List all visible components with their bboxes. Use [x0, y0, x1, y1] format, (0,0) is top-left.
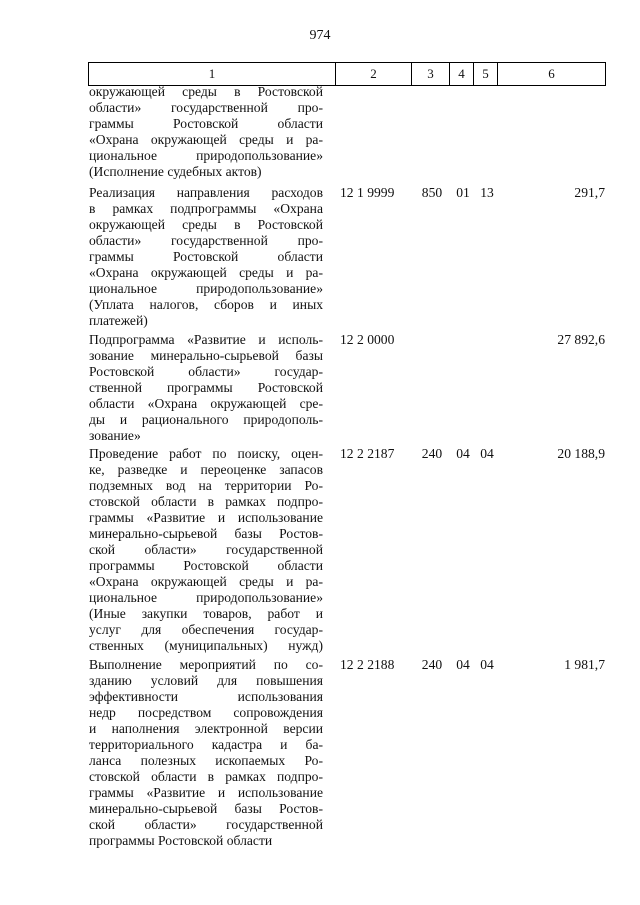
row-vr: 240: [421, 657, 443, 672]
row-text-line: ской области» государственной: [89, 542, 323, 557]
row-sum: 1 981,7: [564, 657, 605, 672]
row-text-line: минерально-сырьевой базы Ростов-: [89, 526, 323, 541]
row-pr: 13: [480, 185, 494, 200]
row-code: 12 2 0000: [340, 332, 395, 347]
row-text-line: (Иные закупки товаров, работ и: [89, 606, 323, 621]
row-text-line: окружающей среды в Ростовской: [89, 217, 323, 232]
header-col-6: 6: [548, 66, 555, 81]
row-text-line: зование минерально-сырьевой базы: [89, 348, 323, 363]
row-text-line: окружающей среды в Ростовской: [89, 84, 323, 99]
row-text-line: граммы Ростовской области: [89, 116, 323, 131]
row-text-line: в рамках подпрограммы «Охрана: [89, 201, 323, 216]
row-text-line: подземных вод на территории Ро-: [89, 478, 323, 493]
row-pr: 04: [480, 446, 494, 461]
row-text-line: Ростовской области» государ-: [89, 364, 323, 379]
row-text-line: ственных (муниципальных) нужд): [89, 638, 323, 653]
row-sum: 291,7: [574, 185, 605, 200]
row-text-line: ке, разведке и переоценке запасов: [89, 462, 323, 477]
page-number: 974: [309, 28, 331, 43]
row-text-line: граммы «Развитие и использование: [89, 510, 323, 525]
row-text-line: программы Ростовской области: [89, 558, 323, 573]
row-text-line: недр посредством сопровождения: [89, 705, 323, 720]
header-col-1: 1: [89, 63, 336, 85]
row-text-line: Проведение работ по поиску, оцен-: [89, 446, 323, 461]
row-text-line: зование»: [89, 428, 141, 443]
header-col-3: 3: [412, 63, 450, 85]
row-text-line: циональное природопользование»: [89, 281, 323, 296]
row-text-line: минерально-сырьевой базы Ростов-: [89, 801, 323, 816]
row-text-line: граммы «Развитие и использование: [89, 785, 323, 800]
header-col-2: 2: [336, 63, 412, 85]
row-text-line: ланса полезных ископаемых Ро-: [89, 753, 323, 768]
row-rz: 01: [456, 185, 470, 200]
header-col-4: 4: [450, 63, 474, 85]
row-text-line: граммы Ростовской области: [89, 249, 323, 264]
table-header: [88, 62, 606, 86]
row-text-line: и наполнения электронной версии: [89, 721, 323, 736]
row-text-line: стовской области в рамках подпро-: [89, 494, 323, 509]
row-sum: 27 892,6: [557, 332, 605, 347]
row-text-line: платежей): [89, 313, 148, 328]
row-text-line: области» государственной про-: [89, 233, 323, 248]
row-text-line: области» государственной про-: [89, 100, 323, 115]
row-text-line: услуг для обеспечения государ-: [89, 622, 323, 637]
row-text-line: (Исполнение судебных актов): [89, 164, 262, 179]
row-text-line: «Охрана окружающей среды и ра-: [89, 132, 323, 147]
row-pr: 04: [480, 657, 494, 672]
row-text-line: циональное природопользование»: [89, 590, 323, 605]
row-text-line: ственной программы Ростовской: [89, 380, 323, 395]
row-text-line: «Охрана окружающей среды и ра-: [89, 265, 323, 280]
row-text-line: эффективности использования: [89, 689, 323, 704]
row-rz: 04: [456, 446, 470, 461]
row-text-line: территориального кадастра и ба-: [89, 737, 323, 752]
row-text-line: циональное природопользование»: [89, 148, 323, 163]
row-vr: 240: [421, 446, 443, 461]
row-text-line: Подпрограмма «Развитие и исполь-: [89, 332, 323, 347]
row-text-line: Реализация направления расходов: [89, 185, 323, 200]
row-text-line: зданию условий для повышения: [89, 673, 323, 688]
row-text-line: «Охрана окружающей среды и ра-: [89, 574, 323, 589]
row-code: 12 2 2187: [340, 446, 395, 461]
row-text-line: области «Охрана окружающей сре-: [89, 396, 323, 411]
row-text-line: стовской области в рамках подпро-: [89, 769, 323, 784]
row-text-line: Выполнение мероприятий по со-: [89, 657, 323, 672]
row-text-line: (Уплата налогов, сборов и иных: [89, 297, 323, 312]
row-code: 12 1 9999: [340, 185, 395, 200]
row-text-line: ской области» государственной: [89, 817, 323, 832]
row-text-line: программы Ростовской области: [89, 833, 273, 848]
row-vr: 850: [421, 185, 443, 200]
row-sum: 20 188,9: [557, 446, 605, 461]
row-code: 12 2 2188: [340, 657, 395, 672]
row-rz: 04: [456, 657, 470, 672]
header-col-5: 5: [474, 63, 498, 85]
row-text-line: ды и рационального природополь-: [89, 412, 323, 427]
